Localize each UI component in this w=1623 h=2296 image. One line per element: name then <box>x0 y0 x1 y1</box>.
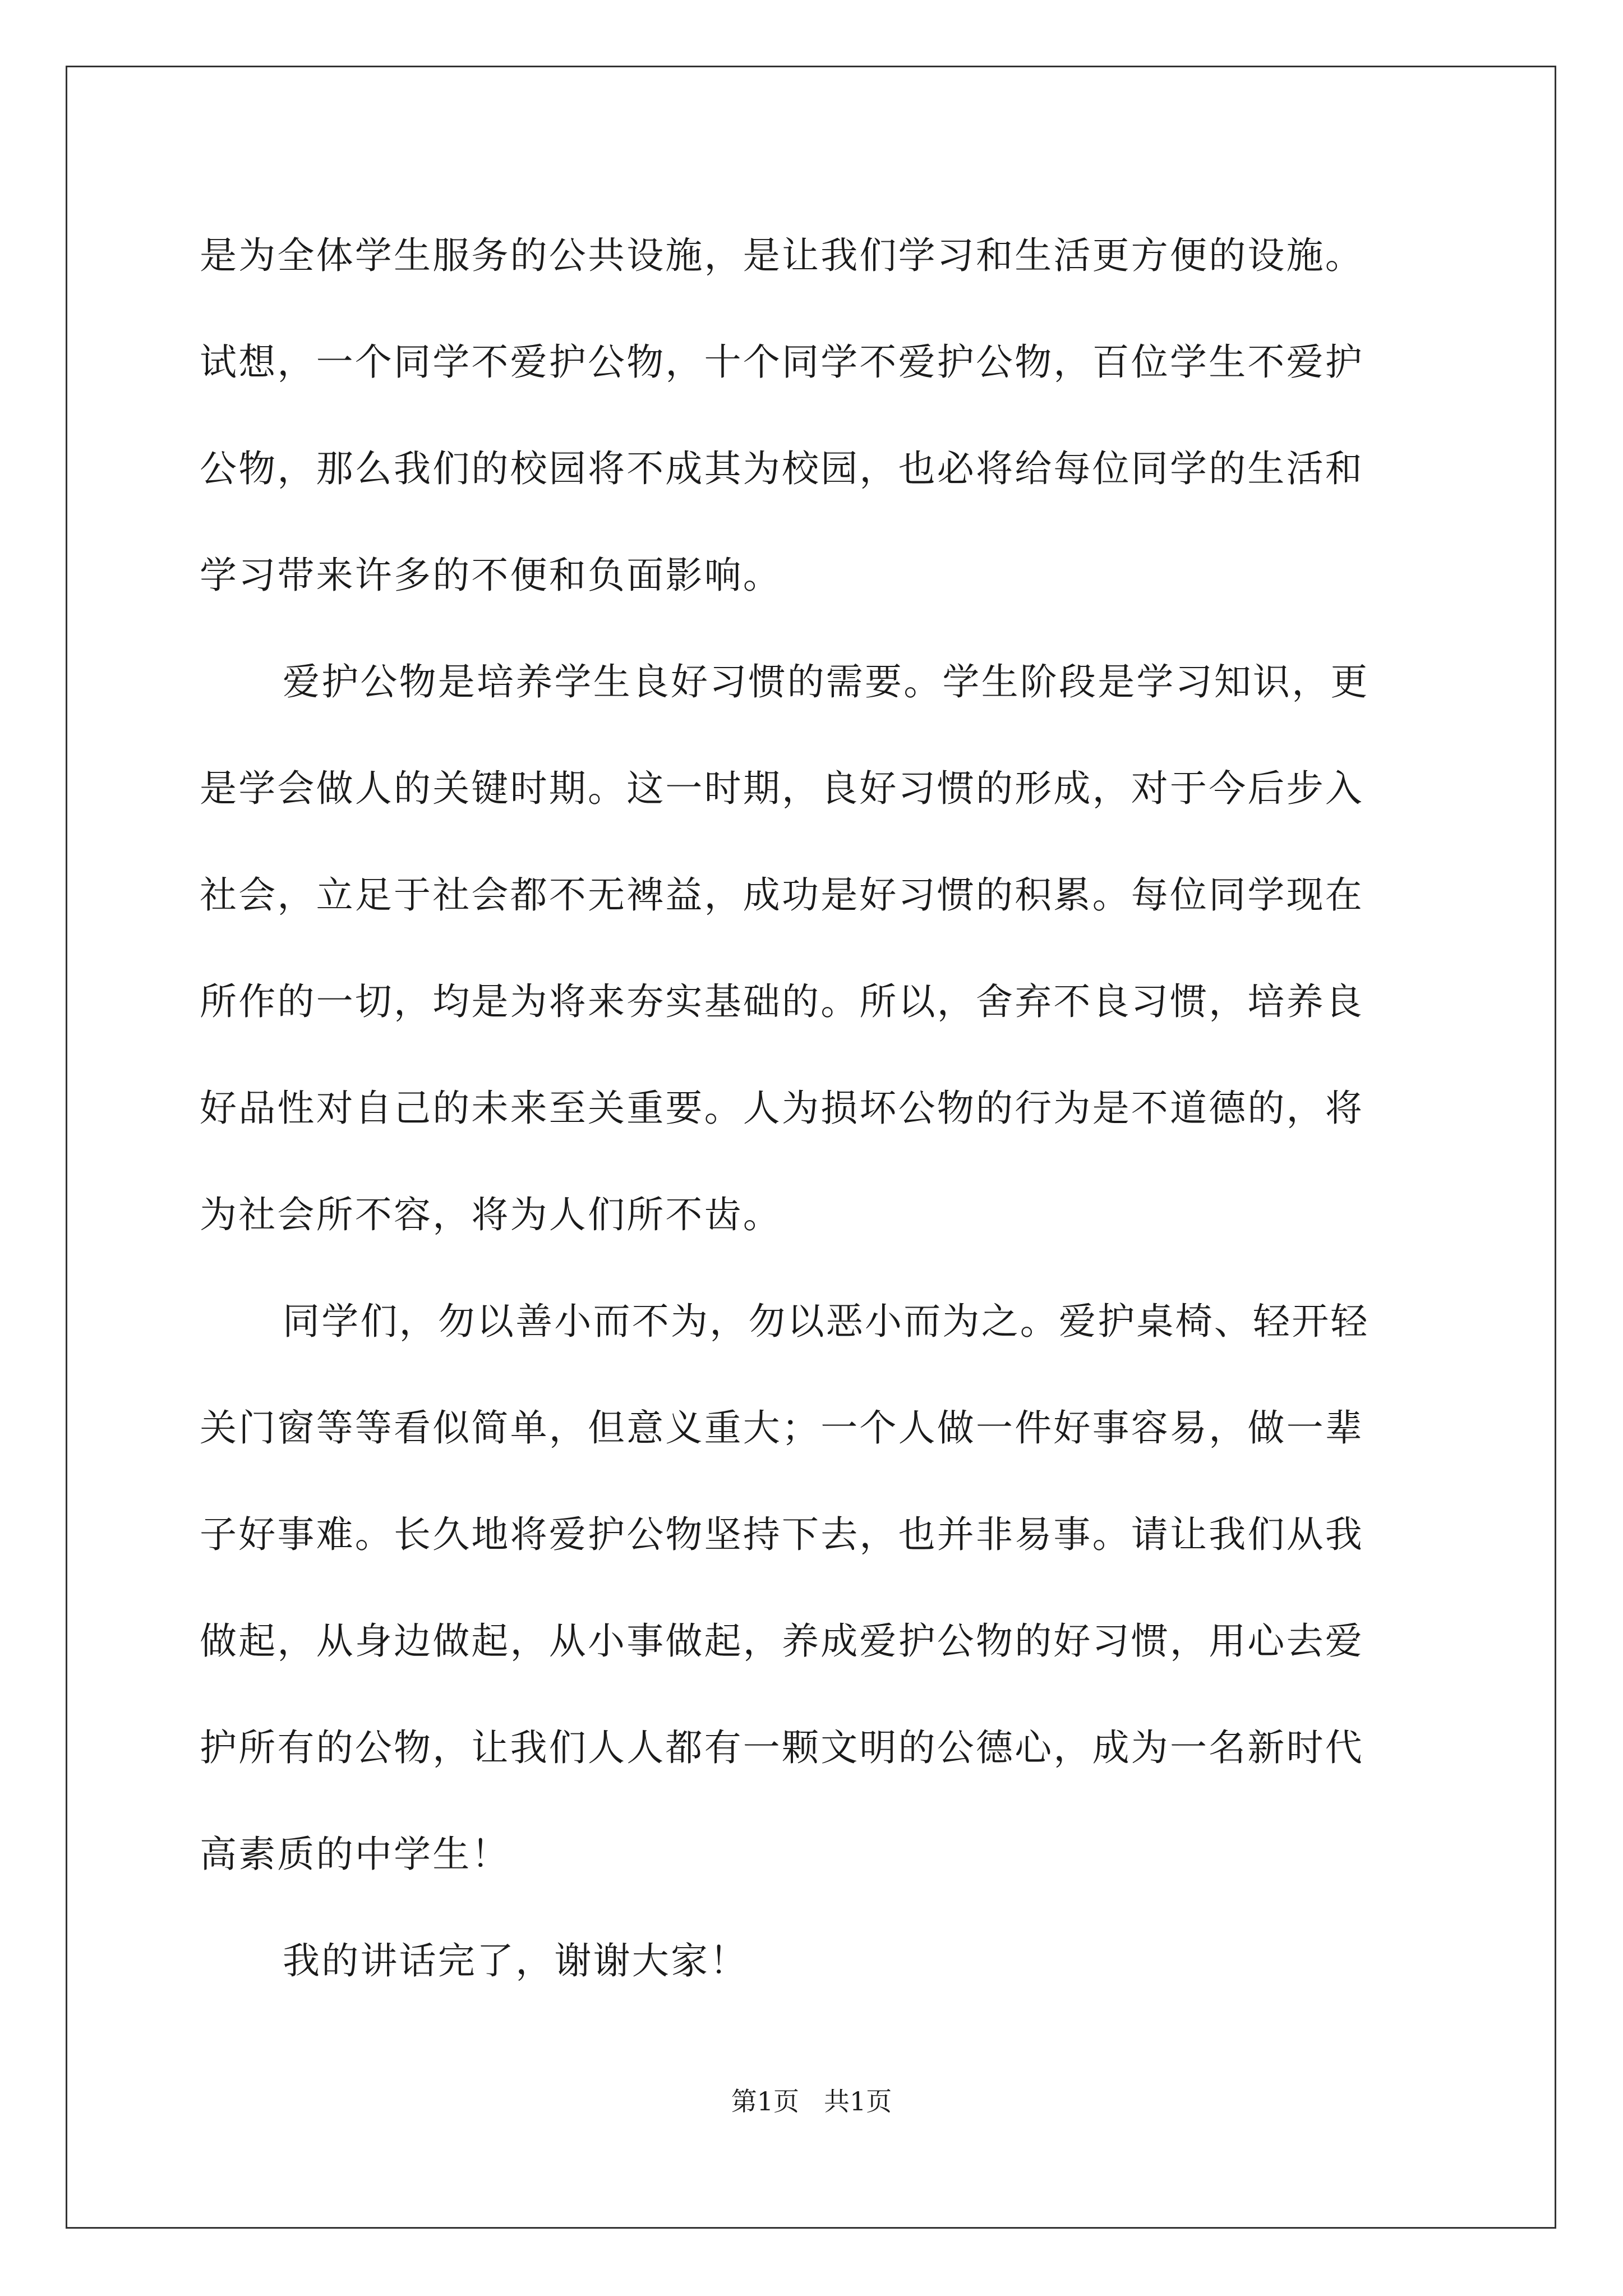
paragraph <box>200 203 1428 629</box>
paragraph <box>200 1268 1428 1908</box>
page-footer <box>0 2081 1623 2118</box>
text-line: 试想，一个同学不爱护公物，十个同学不爱护公物，百位学生不爱护 <box>200 341 1364 384</box>
document-body <box>200 203 1428 2014</box>
text-line: 是学会做人的关键时期。这一时期，良好习惯的形成，对于今后步入 <box>200 767 1364 810</box>
page-number: 第1页 <box>731 2086 799 2116</box>
text-line: 社会，立足于社会都不无裨益，成功是好习惯的积累。每位同学现在 <box>200 873 1364 917</box>
text-line: 护所有的公物，让我们人人都有一颗文明的公德心，成为一名新时代 <box>200 1726 1364 1769</box>
text-line: 所作的一切，均是为将来夯实基础的。所以，舍弃不良习惯，培养良 <box>200 980 1364 1023</box>
text-line: 我的讲话完了，谢谢大家！ <box>283 1939 749 1982</box>
text-line: 做起，从身边做起，从小事做起，养成爱护公物的好习惯，用心去爱 <box>200 1619 1364 1663</box>
text-line: 高素质的中学生！ <box>200 1833 510 1876</box>
page-total: 共1页 <box>824 2086 892 2116</box>
text-line: 公物，那么我们的校园将不成其为校园，也必将给每位同学的生活和 <box>200 447 1364 490</box>
text-line: 好品性对自己的未来至关重要。人为损坏公物的行为是不道德的，将 <box>200 1087 1364 1130</box>
text-line: 是为全体学生服务的公共设施，是让我们学习和生活更方便的设施。 <box>200 234 1364 277</box>
text-line: 同学们，勿以善小而不为，勿以恶小而为之。爱护桌椅、轻开轻 <box>283 1300 1370 1343</box>
paragraph <box>200 1908 1428 2014</box>
text-line: 子好事难。长久地将爱护公物坚持下去，也并非易事。请让我们从我 <box>200 1513 1364 1556</box>
text-line: 为社会所不容，将为人们所不齿。 <box>200 1193 782 1236</box>
text-line: 学习带来许多的不便和负面影响。 <box>200 554 782 597</box>
text-line: 爱护公物是培养学生良好习惯的需要。学生阶段是学习知识，更 <box>283 660 1370 703</box>
paragraph <box>200 629 1428 1268</box>
text-line: 关门窗等等看似简单，但意义重大；一个人做一件好事容易，做一辈 <box>200 1406 1364 1450</box>
